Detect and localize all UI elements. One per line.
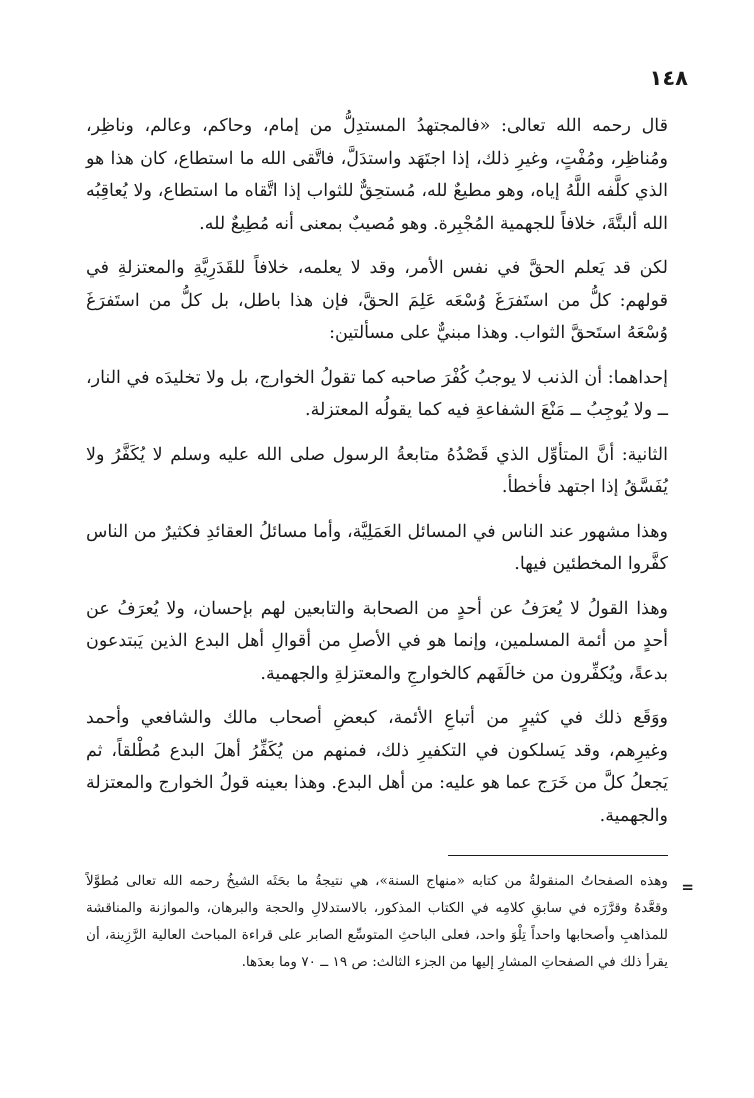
paragraph: ووَقَع ذلك في كثيرٍ من أتباعِ الأئمة، كبعضِ أصحاب مالك والشافعي وأحمد وغيرِهم، وقد يَسلكون في التكفيرِ ذلك، فمنهم من يُكَفِّرُ أهلَ البدع مُطْلقاً، ثم يَجعلُ كلَّ من خَرَج عما هو عليه: من أهل البدع. وهذا بعينه قولُ الخوارج والمعتزلة والجهمية.	[86, 708, 668, 826]
paragraph: لكن قد يَعلم الحقَّ في نفس الأمر، وقد لا يعلمه، خلافاً للقَدَرِيَّةِ والمعتزلةِ في قولهم: كلُّ من استَفرَغَ وُسْعَه عَلِمَ الحقَّ، فإن هذا باطل، بل كلُّ من استَفرَغَ وُسْعَهُ استَحقَّ الثواب. وهذا مبنيٌّ على مسألتين:	[86, 258, 668, 343]
page-number: ١٤٨	[649, 66, 688, 90]
footnote-separator	[448, 855, 668, 856]
paragraph: وهذا القولُ لا يُعرَفُ عن أحدٍ من الصحابة والتابعين لهم بإحسان، ولا يُعرَفُ عن أحدٍ من أئمة المسلمين، وإنما هو في الأصلِ من أقوالِ أهل البدع الذين يَبتدعون بدعةً، ويُكفِّرون من خالَفَهم كالخوارجِ والمعتزلةِ والجهمية.	[86, 598, 668, 684]
footnote	[86, 868, 668, 976]
paragraph: قال رحمه الله تعالى: «فالمجتهدُ المستدِلُّ من إمام، وحاكم، وعالم، وناظِر، ومُناظِر، ومُفْتٍ، وغيرِ ذلك، إذا اجتَهَد واستدَلَّ، فاتَّقى الله ما استطاع، كان هذا هو الذي كلَّفه اللَّهُ إياه، وهو مطيعٌ لله، مُستحِقٌّ للثواب إذا اتَّقاه ما استطاع، ولا يُعاقِبُه الله ألبتَّةَ، خلافاً للجهمية المُجْبِرة. وهو مُصيبٌ بمعنى أنه مُطِيعٌ لله.	[86, 116, 668, 234]
paragraph: إحداهما: أن الذنب لا يوجبُ كُفْرَ صاحبه كما تقولُ الخوارج، بل ولا تخليدَه في النار، ــ ولا يُوجِبُ ــ مَنْعَ الشفاعةِ فيه كما يقولُه المعتزلة.	[86, 367, 668, 420]
paragraph: الثانية: أنَّ المتأوِّل الذي قَصْدُهُ متابعةُ الرسول صلى الله عليه وسلم لا يُكَفَّرُ ولا يُفَسَّقُ إذا اجتهد فأخطأ.	[86, 444, 668, 497]
main-text	[86, 110, 668, 844]
footnote-text: وهذه الصفحاتُ المنقولةُ من كتابه «منهاج السنة»، هي نتيجةُ ما بحَثَه الشيخُ رحمه الله تعالى مُطوَّلاً وقعَّدهُ وقرَّرَه في سابقِ كلامِه في الكتاب المذكور، بالاستدلالِ والحجة والبرهان، والموازنة والمناقشة للمذاهبِ وأصحابها واحداً تِلْوَ واحد، فعلى الباحثِ المتوسِّع الصابر على قراءة المباحث العالية الرَّزِينة، أن يقرأ ذلك في الصفحاتِ المشارِ إليها من الجزء الثالث: ص ١٩ ــ ٧٠ وما بعدَها.	[86, 873, 668, 970]
paragraph: وهذا مشهور عند الناس في المسائل العَمَلِيَّة، وأما مسائلُ العقائدِ فكثيرٌ من الناس كفَّروا المخطئين فيها.	[86, 521, 668, 574]
footnote-continuation-marker: =	[681, 878, 694, 896]
